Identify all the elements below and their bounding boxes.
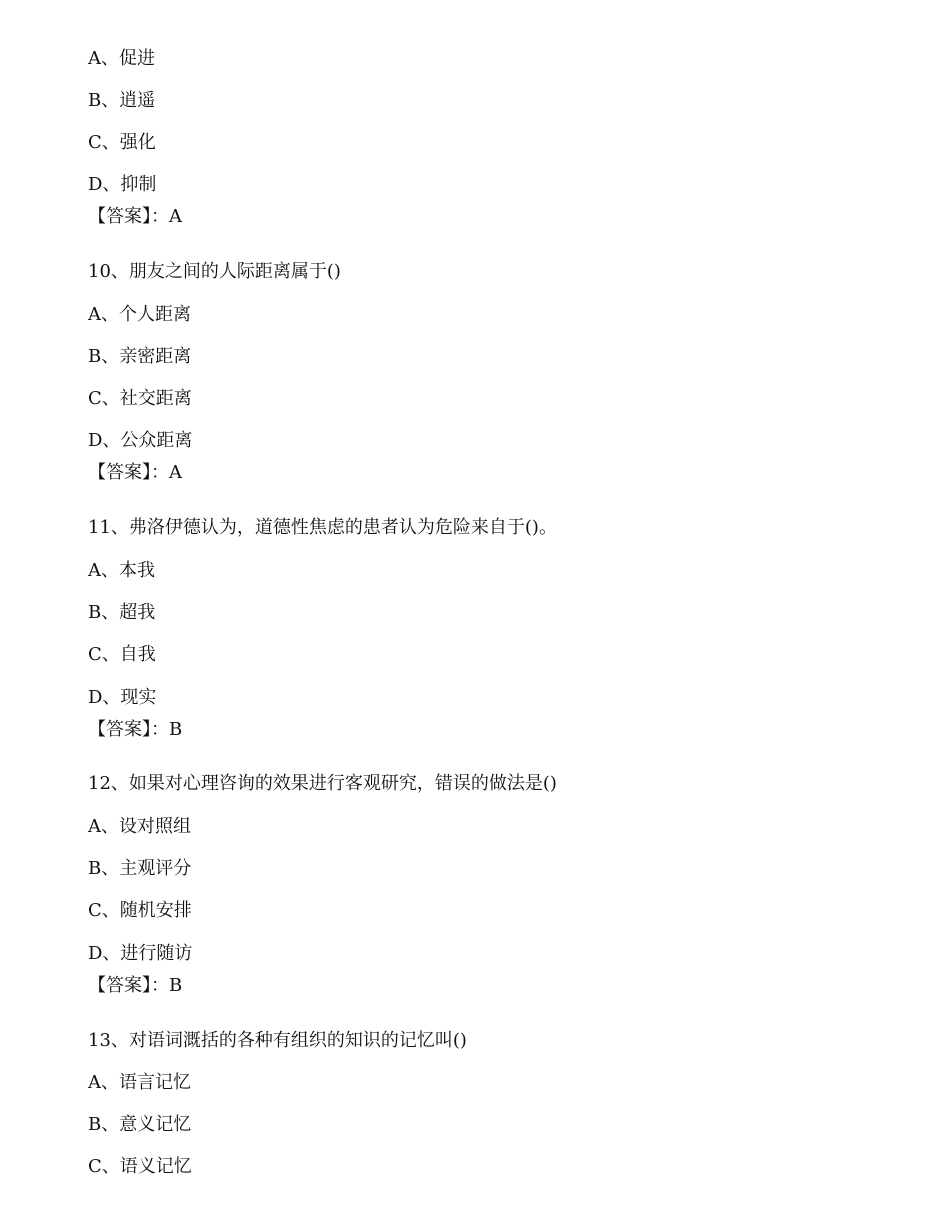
option-d: D、抑制 [88, 174, 157, 195]
option-d: D、现实 [88, 687, 157, 708]
answer-line: 【答案】：B [88, 975, 183, 996]
option-d: D、进行随访 [88, 943, 193, 964]
answer-line: 【答案】：B [88, 719, 183, 740]
option-b: B、超我 [88, 602, 156, 623]
option-a: A、设对照组 [88, 816, 191, 837]
question-title: 12、如果对心理咨询的效果进行客观研究，错误的做法是() [88, 773, 557, 794]
answer-line: 【答案】：A [88, 462, 182, 483]
option-a: A、语言记忆 [88, 1072, 191, 1093]
answer-line: 【答案】：A [88, 206, 182, 227]
question-title: 11、弗洛伊德认为，道德性焦虑的患者认为危险来自于()。 [88, 517, 557, 538]
option-b: B、亲密距离 [88, 346, 192, 367]
question-title: 13、对语词溉括的各种有组织的知识的记忆叫() [88, 1030, 467, 1051]
option-d: D、公众距离 [88, 430, 193, 451]
option-a: A、促进 [88, 48, 155, 69]
option-b: B、主观评分 [88, 858, 192, 879]
option-a: A、个人距离 [88, 304, 191, 325]
option-c: C、随机安排 [88, 900, 192, 921]
option-c: C、自我 [88, 644, 156, 665]
option-a: A、本我 [88, 560, 155, 581]
option-c: C、强化 [88, 132, 156, 153]
option-c: C、社交距离 [88, 388, 192, 409]
question-title: 10、朋友之间的人际距离属于() [88, 261, 341, 282]
option-b: B、意义记忆 [88, 1114, 192, 1135]
option-b: B、逍遥 [88, 90, 156, 111]
option-c: C、语义记忆 [88, 1156, 192, 1177]
